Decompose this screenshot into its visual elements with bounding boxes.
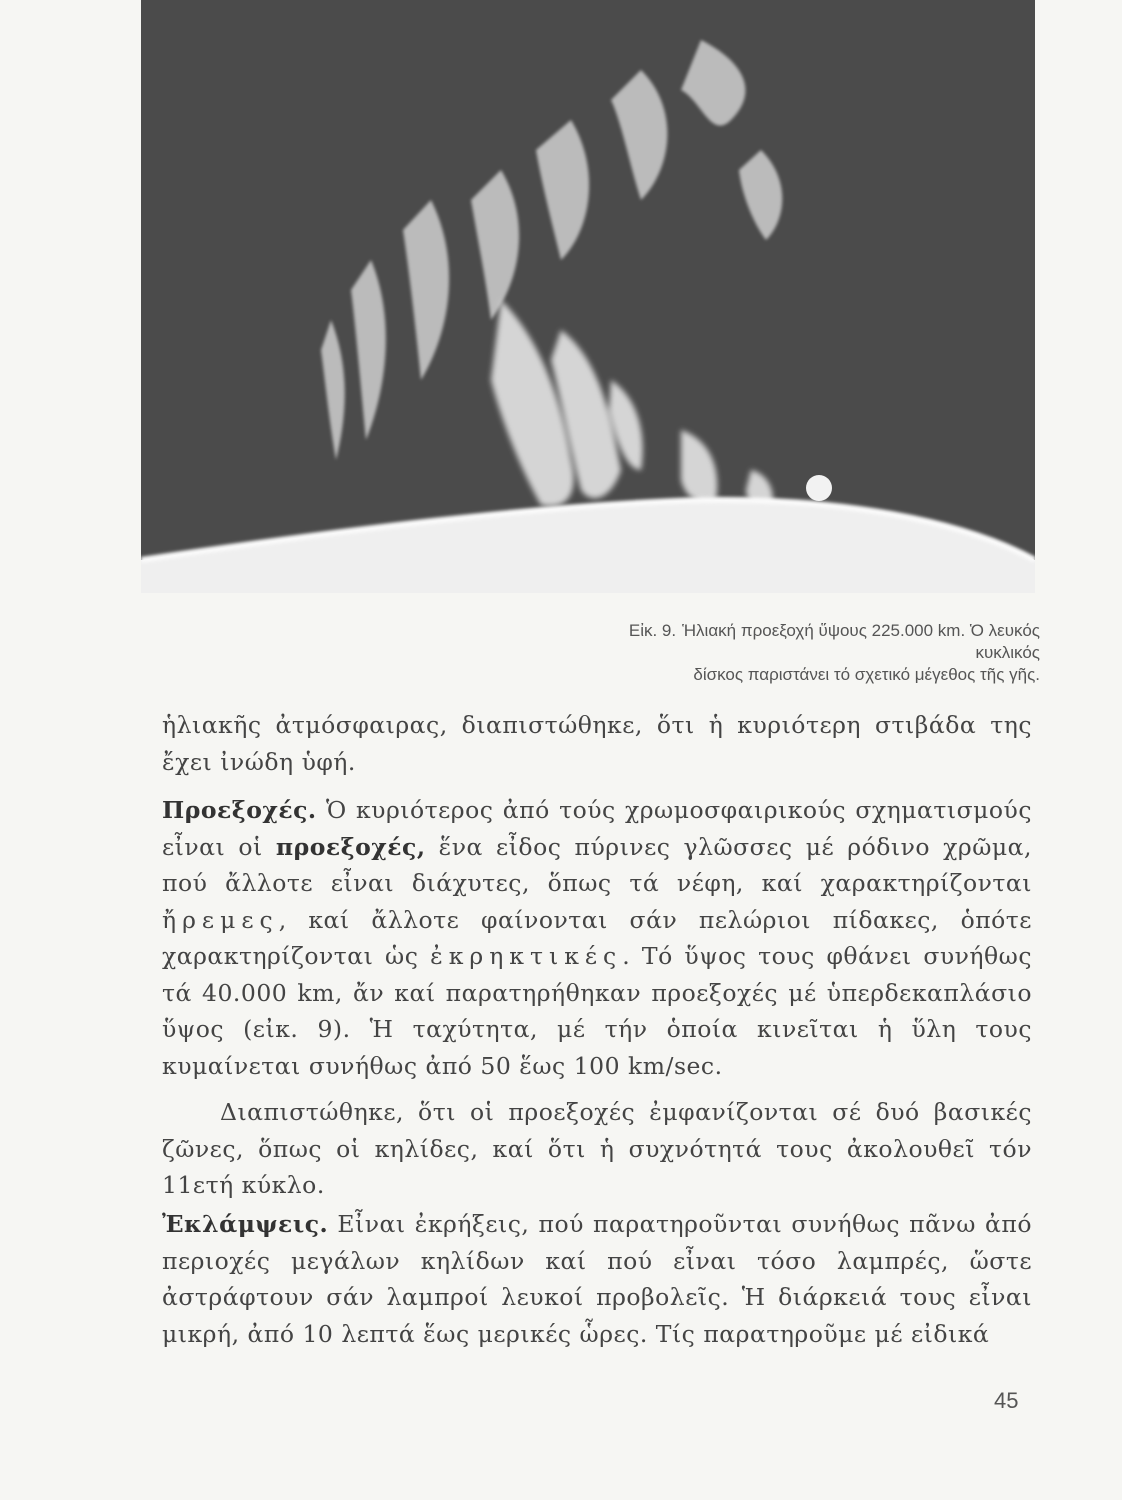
prominence-image: [141, 0, 1035, 593]
term-prominences: προεξοχές,: [275, 832, 426, 861]
caption-line-1: Εἰκ. 9. Ἡλιακή προεξοχή ὕψους 225.000 km. Ὁ λευκός κυκλικός: [628, 621, 1040, 662]
figure-caption: [560, 620, 1040, 686]
term-calm: ἤρεμες: [162, 905, 279, 934]
caption-line-2: δίσκος παριστάνει τό σχετικό μέγεθος τῆς γῆς.: [693, 665, 1040, 684]
solar-prominence-photo: [141, 0, 1035, 593]
section-heading-flares: Ἐκλάμψεις.: [162, 1210, 329, 1238]
term-eruptive: ἐκρηκτικές: [430, 942, 623, 970]
paragraph-zones: Διαπιστώθηκε, ὅτι οἱ προεξοχές ἐμφανίζονται σέ δυό βασικές ζῶνες, ὅπως οἱ κηλίδες, καί ὅτι ἡ συχνότητά τους ἀκολουθεῖ τόν 11ετή κύκλο.: [162, 1098, 1032, 1199]
figure-number: Εἰκ. 9.: [628, 621, 677, 640]
page-number: 45: [994, 1388, 1019, 1413]
earth-disk: [806, 475, 832, 501]
paragraph-atmosphere: ἡλιακῆς ἀτμόσφαιρας, διαπιστώθηκε, ὅτι ἡ κυριότερη στιβάδα της ἔχει ἰνώδη ὑφή.: [162, 711, 1032, 776]
paragraph-prominences: Προεξοχές. Ὁ κυριότερος ἀπό τούς χρωμοσφαιρικούς σχηματισμούς εἶναι οἱ προεξοχές, ἕνα εἶδος πύρινες γλῶσσες μέ ρόδινο χρῶμα, πού ἄλλοτε εἶναι διάχυτες, ὅπως τά νέφη, καί χαρακτηρίζονται ἤρεμες, καί ἄλλοτε φαίνονται σάν πελώριοι πίδακες, ὁπότε χαρακτηρίζονται ὡς ἐκρηκτικές. Τό ὕψος τους φθάνει συνήθως τά 40.000 km, ἄν καί παρατηρήθηκαν προεξοχές μέ ὑπερδεκαπλάσιο ὕψος (εἰκ. 9). Ἡ ταχύτητα, μέ τήν ὁποία κινεῖται ἡ ὕλη τους κυμαίνεται συνήθως ἀπό 50 ἕως 100 km/sec.: [162, 796, 1032, 1080]
paragraph-flares: Ἐκλάμψεις. Εἶναι ἐκρήξεις, πού παρατηροῦνται συνήθως πᾶνω ἀπό περιοχές μεγάλων κηλίδων καί πού εἶναι τόσο λαμπρές, ὥστε ἀστράφτουν σάν λαμπροί λευκοί προβολεῖς. Ἡ διάρκειά τους εἶναι μικρή, ἀπό 10 λεπτά ἕως μερικές ὧρες. Τίς παρατηροῦμε μέ εἰδικά: [162, 1210, 1032, 1348]
section-heading-prominences: Προεξοχές.: [162, 796, 317, 824]
